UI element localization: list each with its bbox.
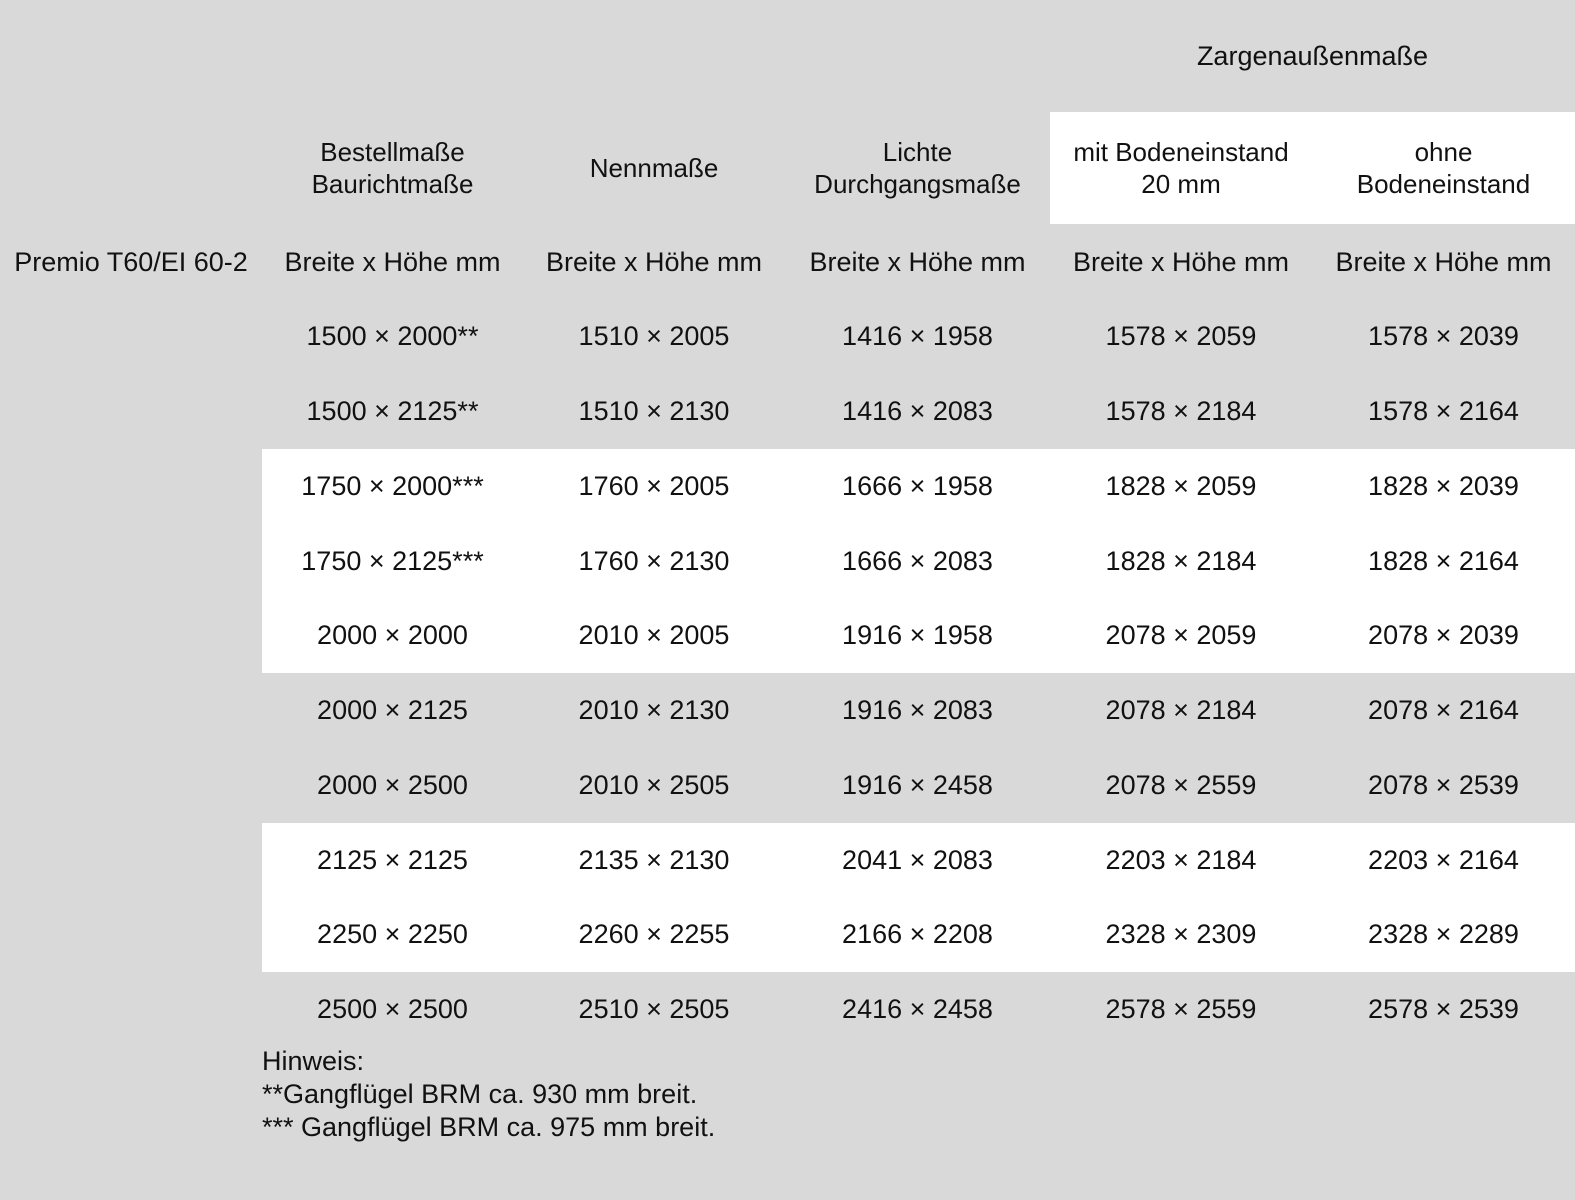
- table-cell: 2328 × 2309: [1105, 919, 1257, 949]
- table-cell: 2078 × 2559: [1105, 770, 1257, 800]
- table-row: [0, 897, 1575, 972]
- table-cell: 2328 × 2289: [1368, 919, 1519, 949]
- column-header-bestellmasse: Bestellmaße Baurichtmaße: [311, 137, 474, 199]
- table-cell: 1500 × 2125**: [306, 396, 479, 426]
- unit-cell: Breite x Höhe mm: [1072, 247, 1290, 277]
- table-cell: 1510 × 2130: [578, 396, 730, 426]
- table-cell: 2078 × 2539: [1368, 770, 1519, 800]
- table-cell: 2078 × 2184: [1105, 695, 1257, 725]
- table-cell: 2010 × 2130: [578, 695, 730, 725]
- table-row: [0, 748, 1575, 823]
- table-cell: 1666 × 1958: [842, 471, 993, 501]
- table-cell: 2000 × 2000: [317, 620, 468, 650]
- table-row: [0, 823, 1575, 898]
- table-cell: 2500 × 2500: [317, 994, 468, 1024]
- column-header-mit-bodeneinstand: mit Bodeneinstand 20 mm: [1073, 137, 1289, 199]
- table-cell: 2203 × 2164: [1368, 845, 1519, 875]
- table-cell: 2010 × 2505: [578, 770, 730, 800]
- footnote-line: **Gangflügel BRM ca. 930 mm breit.: [262, 1079, 698, 1109]
- table-cell: 1828 × 2184: [1105, 546, 1257, 576]
- table-cell: 2041 × 2083: [842, 845, 993, 875]
- table-cell: 2000 × 2500: [317, 770, 468, 800]
- table-cell: 2135 × 2130: [578, 845, 730, 875]
- table-cell: 1750 × 2000***: [301, 471, 484, 501]
- unit-cell: Breite x Höhe mm: [545, 247, 763, 277]
- unit-row: [0, 244, 1575, 280]
- table-cell: 2578 × 2559: [1105, 994, 1257, 1024]
- group-header-zargenaussenmasse: Zargenaußenmaße: [1196, 41, 1429, 71]
- column-header-nennmasse: Nennmaße: [589, 153, 719, 183]
- footnote: [262, 1045, 715, 1144]
- table-cell: 2250 × 2250: [317, 919, 468, 949]
- table-cell: 1916 × 2458: [842, 770, 993, 800]
- column-header-lichte-durchgangsmasse: Lichte Durchgangsmaße: [814, 137, 1021, 199]
- table-cell: 2166 × 2208: [842, 919, 993, 949]
- unit-cell: Breite x Höhe mm: [284, 247, 501, 277]
- table-cell: 2260 × 2255: [578, 919, 730, 949]
- unit-cell: Breite x Höhe mm: [809, 247, 1026, 277]
- table-cell: 2078 × 2164: [1368, 695, 1519, 725]
- table-row: [0, 524, 1575, 599]
- table-cell: 2010 × 2005: [578, 620, 730, 650]
- table-row: [0, 972, 1575, 1047]
- unit-cell: Breite x Höhe mm: [1335, 247, 1552, 277]
- table-cell: 2203 × 2184: [1105, 845, 1257, 875]
- table-cell: 2125 × 2125: [317, 845, 468, 875]
- table-cell: 1578 × 2164: [1368, 396, 1519, 426]
- table-row: [0, 673, 1575, 748]
- table-cell: 1916 × 2083: [842, 695, 993, 725]
- table-cell: 1750 × 2125***: [301, 546, 484, 576]
- footnote-title: Hinweis:: [262, 1046, 365, 1076]
- table-row: [0, 299, 1575, 374]
- table-cell: 2578 × 2539: [1368, 994, 1519, 1024]
- table-cell: 1578 × 2184: [1105, 396, 1257, 426]
- table-cell: 1416 × 1958: [842, 321, 993, 351]
- column-header-ohne-bodeneinstand: ohne Bodeneinstand: [1356, 137, 1531, 199]
- table-cell: 1760 × 2130: [578, 546, 730, 576]
- table-cell: 1578 × 2059: [1105, 321, 1257, 351]
- footnote-line: *** Gangflügel BRM ca. 975 mm breit.: [262, 1112, 716, 1142]
- table-row: [0, 374, 1575, 449]
- table-cell: 2078 × 2039: [1368, 620, 1519, 650]
- table-cell: 1828 × 2059: [1105, 471, 1257, 501]
- table-row: [0, 598, 1575, 673]
- table-cell: 1828 × 2164: [1368, 546, 1519, 576]
- product-name: Premio T60/EI 60-2: [14, 247, 248, 277]
- table-cell: 1416 × 2083: [842, 396, 993, 426]
- table-cell: 2510 × 2505: [578, 994, 730, 1024]
- table-cell: 1828 × 2039: [1368, 471, 1519, 501]
- table-cell: 1666 × 2083: [842, 546, 993, 576]
- table-row: [0, 449, 1575, 524]
- table-cell: 2416 × 2458: [842, 994, 993, 1024]
- table-cell: 1760 × 2005: [578, 471, 730, 501]
- table-cell: 1500 × 2000**: [306, 321, 479, 351]
- table-cell: 1510 × 2005: [578, 321, 730, 351]
- table-cell: 1578 × 2039: [1368, 321, 1519, 351]
- table-cell: 1916 × 1958: [842, 620, 993, 650]
- table-cell: 2000 × 2125: [317, 695, 468, 725]
- table-cell: 2078 × 2059: [1105, 620, 1257, 650]
